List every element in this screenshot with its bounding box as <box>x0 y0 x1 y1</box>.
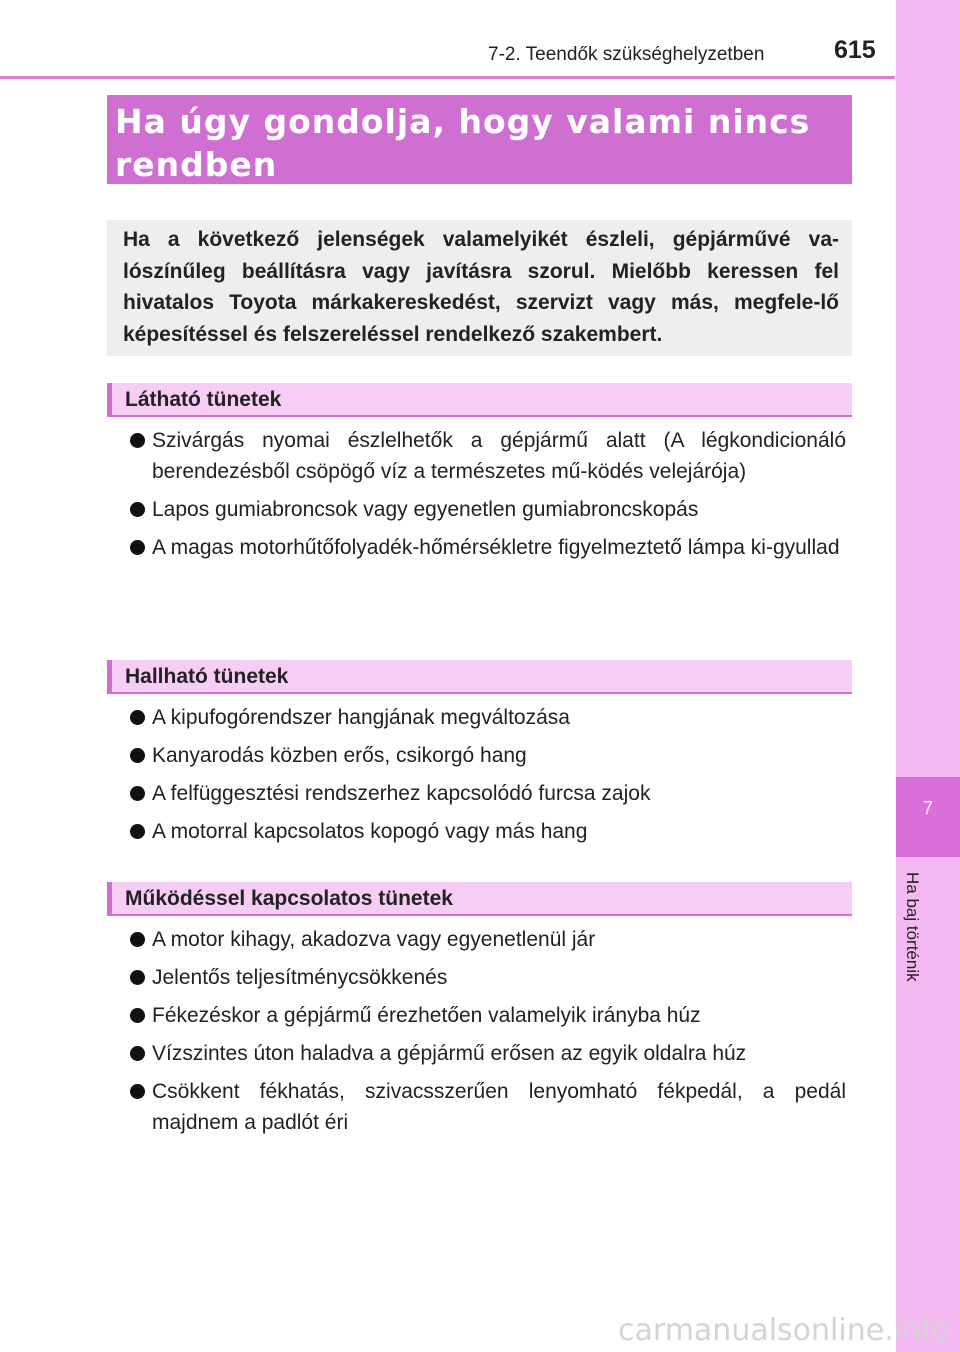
bullet-icon <box>130 1046 145 1061</box>
side-chapter-number: 7 <box>922 798 933 818</box>
bullet-icon <box>130 540 145 555</box>
section-heading-visible <box>107 383 852 417</box>
list-item: Csökkent fékhatás, szivacsszerűen lenyomható fékpedál, a pedál majdnem a padlót éri <box>130 1076 846 1138</box>
list-item: Vízszintes úton haladva a gépjármű erősen az egyik oldalra húz <box>130 1038 846 1069</box>
section-heading-operational <box>107 882 852 916</box>
bullet-icon <box>130 1008 145 1023</box>
list-item: Szivárgás nyomai észlelhetők a gépjármű alatt (A légkondicionáló berendezésből csöpögő víz a természetes mű-ködés velejárója) <box>130 425 846 487</box>
list-item: A motor kihagy, akadozva vagy egyenetlenül jár <box>130 924 846 955</box>
running-header: 7-2. Teendők szükséghelyzetben <box>488 44 765 65</box>
list-item: A magas motorhűtőfolyadék-hőmérsékletre figyelmeztető lámpa ki-gyullad <box>130 532 846 563</box>
list-item: A felfüggesztési rendszerhez kapcsolódó furcsa zajok <box>130 778 846 809</box>
intro-text: Ha a következő jelenségek valamelyikét észleli, gépjárművé va-lószínűleg beállításra vagy javításra szorul. Mielőbb keressen fel hivatalos Toyota márkakereskedést, szervizt vagy más, megfele-lő képesítéssel és felszereléssel rendelkező szakembert. <box>123 228 839 346</box>
section-heading-label: Hallható tünetek <box>125 665 289 688</box>
page-title: Ha úgy gondolja, hogy valami nincs rendben <box>115 102 811 184</box>
list-item: Fékezéskor a gépjármű érezhetően valamelyik irányba húz <box>130 1000 846 1031</box>
watermark: carmanualsonline.info <box>618 1313 950 1348</box>
section-heading-label: Működéssel kapcsolatos tünetek <box>125 887 453 910</box>
section-heading-audible <box>107 660 852 694</box>
list-operational-symptoms <box>130 924 846 1145</box>
list-audible-symptoms <box>130 702 846 854</box>
bullet-icon <box>130 970 145 985</box>
bullet-icon <box>130 433 145 448</box>
section-heading-label: Látható tünetek <box>125 388 282 411</box>
bullet-icon <box>130 710 145 725</box>
header-rule <box>0 76 895 79</box>
list-item: Jelentős teljesítménycsökkenés <box>130 962 846 993</box>
list-item: Kanyarodás közben erős, csikorgó hang <box>130 740 846 771</box>
bullet-icon <box>130 748 145 763</box>
list-visible-symptoms <box>130 425 846 570</box>
page-number: 615 <box>834 36 876 64</box>
list-item: A motorral kapcsolatos kopogó vagy más hang <box>130 816 846 847</box>
bullet-icon <box>130 824 145 839</box>
list-item: Lapos gumiabroncsok vagy egyenetlen gumiabroncskopás <box>130 494 846 525</box>
bullet-icon <box>130 786 145 801</box>
bullet-icon <box>130 502 145 517</box>
bullet-icon <box>130 1084 145 1099</box>
side-chapter-label: Ha baj történik <box>903 872 922 982</box>
side-tab <box>896 0 960 1352</box>
bullet-icon <box>130 932 145 947</box>
list-item: A kipufogórendszer hangjának megváltozása <box>130 702 846 733</box>
